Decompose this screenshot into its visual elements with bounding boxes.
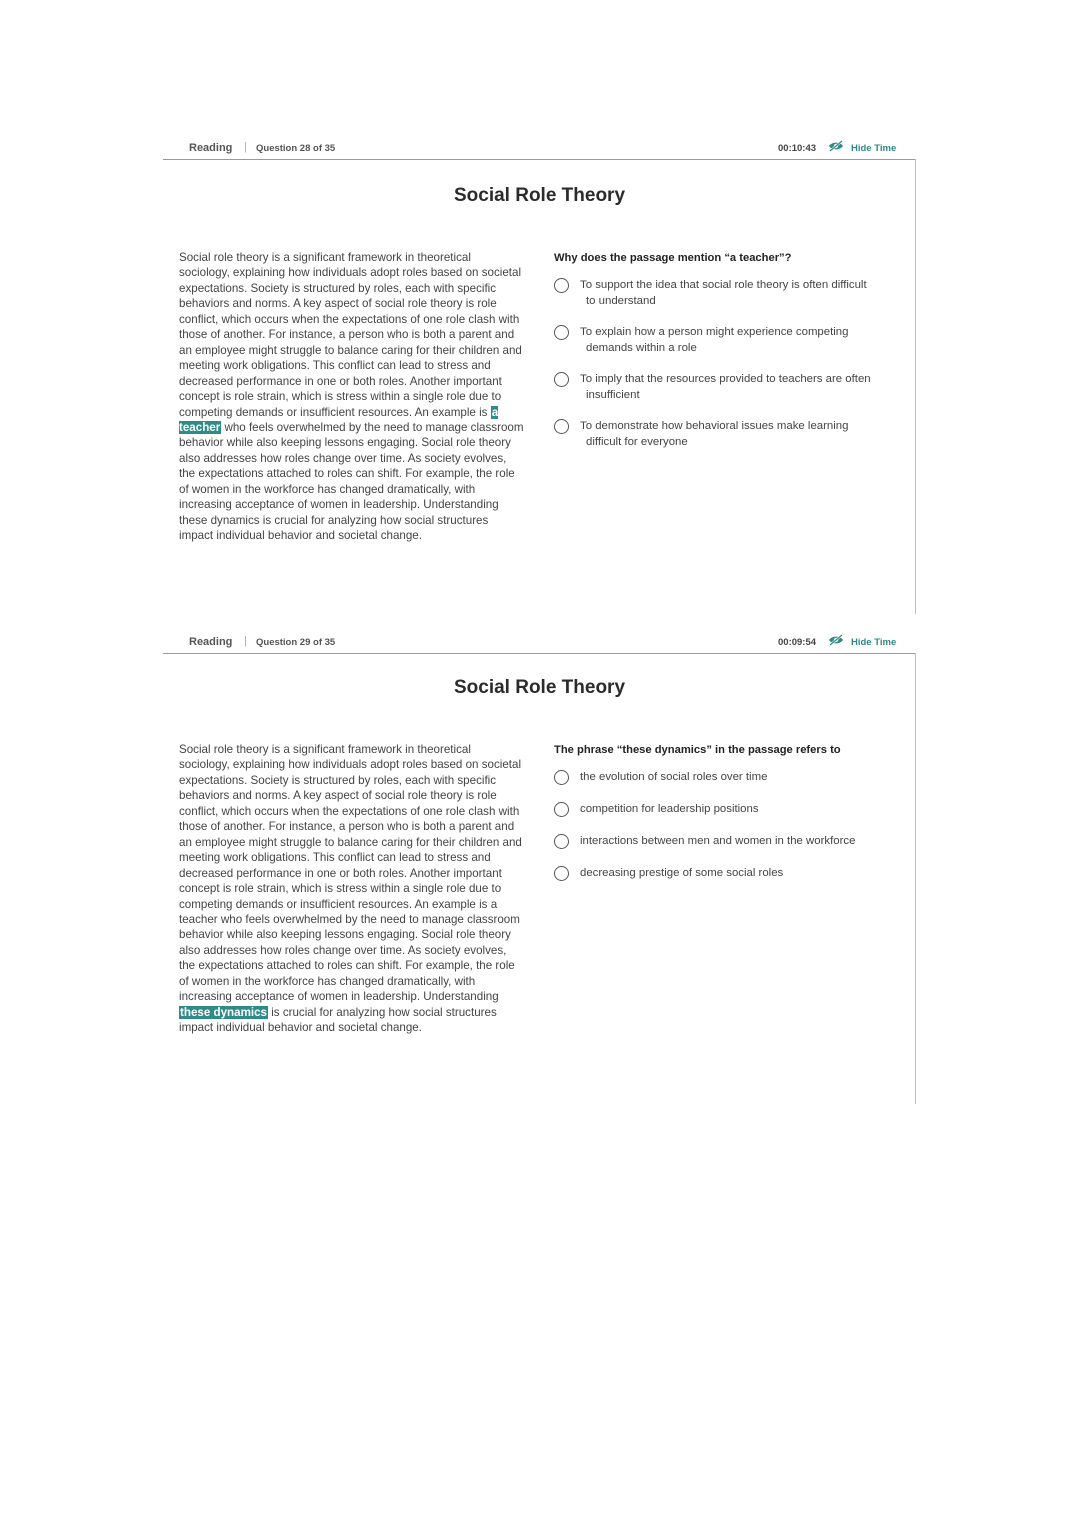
radio-button[interactable]	[554, 278, 569, 293]
answer-choice-3[interactable]	[554, 834, 904, 850]
highlighted-phrase: a teacher	[179, 405, 499, 434]
choice-text-line2: difficult for everyone	[586, 435, 688, 448]
passage-text-after: is crucial for analyzing how social structures impact individual behavior and societal change.	[179, 1005, 497, 1035]
radio-button[interactable]	[554, 770, 569, 785]
choice-text: To demonstrate how behavioral issues make learning	[580, 420, 849, 432]
question-area	[554, 252, 904, 466]
eye-slash-icon[interactable]	[828, 634, 844, 646]
passage-text	[179, 250, 524, 544]
choice-text: the evolution of social roles over time	[580, 771, 768, 783]
question-screen-29	[163, 630, 916, 1104]
choice-text-line2: demands within a role	[586, 341, 697, 354]
choice-text: To support the idea that social role theory is often difficult	[580, 279, 867, 291]
question-screen-28	[163, 136, 916, 614]
choice-text: To imply that the resources provided to teachers are often	[580, 373, 871, 385]
timer: 00:09:54	[778, 637, 817, 648]
section-label: Reading	[189, 636, 233, 648]
choice-text: decreasing prestige of some social roles	[580, 867, 784, 879]
separator: |	[244, 635, 247, 647]
passage-title: Social Role Theory	[453, 677, 626, 698]
answer-choice-2[interactable]	[554, 325, 904, 356]
answer-choice-2[interactable]	[554, 802, 904, 818]
choice-text: competition for leadership positions	[580, 803, 759, 815]
question-area	[554, 744, 904, 898]
question-counter: Question 28 of 35	[256, 143, 336, 154]
radio-button[interactable]	[554, 834, 569, 849]
highlighted-phrase: these dynamics	[180, 1005, 267, 1019]
choice-text: interactions between men and women in the workforce	[580, 835, 856, 847]
choice-text: To explain how a person might experience competing	[580, 326, 849, 338]
separator: |	[244, 141, 247, 153]
divider	[915, 653, 916, 1104]
radio-button[interactable]	[554, 372, 569, 387]
question-prompt: The phrase “these dynamics” in the passage refers to	[554, 744, 841, 756]
answer-choice-1[interactable]	[554, 770, 904, 786]
section-label: Reading	[189, 142, 233, 154]
radio-button[interactable]	[554, 866, 569, 881]
passage-title: Social Role Theory	[453, 185, 626, 206]
choice-text-line2: insufficient	[586, 388, 640, 401]
passage-text-before: Social role theory is a significant framework in theoretical sociology, explaining how individuals adopt roles based on societal expectations. Society is structured by roles, each with specific behaviors and norms. A key aspect of social role theory is role conflict, which occurs when the expectations of one role clash with those of another. For instance, a person who is both a parent and an employee might struggle to balance caring for their children and meeting work obligations. This conflict can lead to stress and decreased performance in one or both roles. Another important concept is role strain, which is stress within a single role due to competing demands or insufficient resources. An example is a teacher who feels overwhelmed by the need to manage classroom behavior while also keeping lessons engaging. Social role theory also addresses how roles change over time. As society evolves, the expectations attached to roles can shift. For example, the role of women in the workforce has changed dramatically, with increasing acceptance of women in leadership. Understanding	[179, 743, 522, 1004]
answer-choice-3[interactable]	[554, 372, 904, 403]
passage-text-after: who feels overwhelmed by the need to manage classroom behavior while also keeping lessons engaging. Social role theory also addresses how roles change over time. As society evolves, the expectations attached to roles can shift. For example, the role of women in the workforce has changed dramatically, with increasing acceptance of women in leadership. Understanding these dynamics is crucial for analyzing how social structures impact individual behavior and societal change.	[179, 420, 524, 543]
passage-text-before: Social role theory is a significant framework in theoretical sociology, explaining how individuals adopt roles based on societal expectations. Society is structured by roles, each with specific behaviors and norms. A key aspect of social role theory is role conflict, which occurs when the expectations of one role clash with those of another. For instance, a person who is both a parent and an employee might struggle to balance caring for their children and meeting work obligations. This conflict can lead to stress and decreased performance in one or both roles. Another important concept is role strain, which is stress within a single role due to competing demands or insufficient resources. An example is	[179, 251, 522, 419]
answer-choice-4[interactable]	[554, 866, 904, 882]
answer-choice-4[interactable]	[554, 419, 904, 450]
hide-time-button[interactable]: Hide Time	[851, 637, 897, 648]
question-counter: Question 29 of 35	[256, 637, 336, 648]
top-bar	[163, 136, 916, 160]
passage-text	[179, 742, 524, 1036]
radio-button[interactable]	[554, 419, 569, 434]
hide-time-button[interactable]: Hide Time	[851, 143, 897, 154]
radio-button[interactable]	[554, 802, 569, 817]
radio-button[interactable]	[554, 325, 569, 340]
answer-choice-1[interactable]	[554, 278, 904, 309]
eye-slash-icon[interactable]	[828, 140, 844, 152]
timer: 00:10:43	[778, 143, 817, 154]
top-bar	[163, 630, 916, 654]
choice-text-line2: to understand	[586, 294, 656, 307]
divider	[915, 159, 916, 614]
question-prompt: Why does the passage mention “a teacher”?	[554, 252, 792, 264]
